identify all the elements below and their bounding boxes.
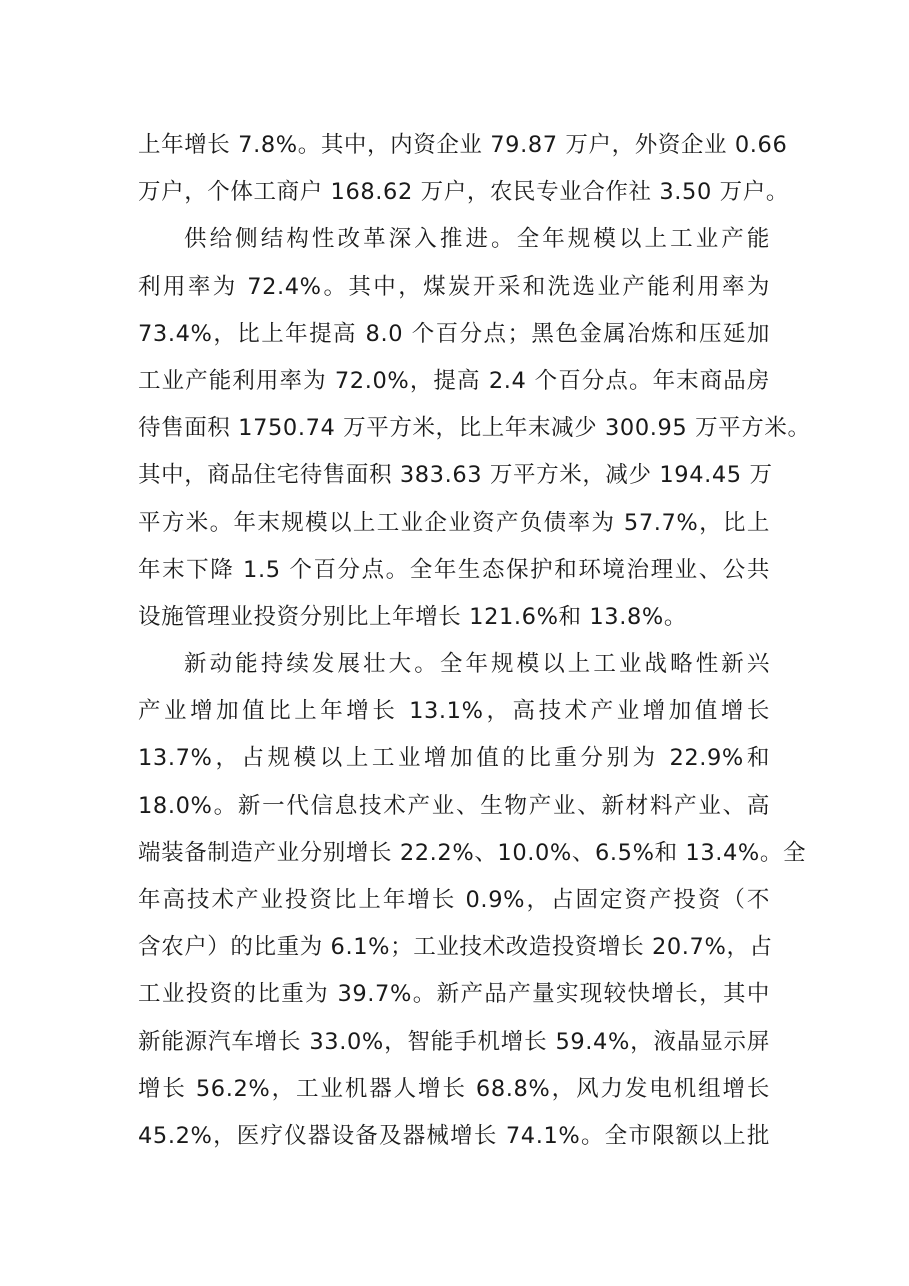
text-line: 工业产能利用率为 72.0%，提高 2.4 个百分点。年末商品房: [138, 367, 770, 394]
paragraph-first-line: 新动能持续发展壮大。全年规模以上工业战略性新兴: [184, 651, 770, 678]
text-line: 待售面积 1750.74 万平方米，比上年末减少 300.95 万平方米。: [138, 415, 811, 442]
text-line: 新能源汽车增长 33.0%，智能手机增长 59.4%，液晶显示屏: [138, 1028, 770, 1055]
text-line: 18.0%。新一代信息技术产业、生物产业、新材料产业、高: [138, 792, 770, 819]
paragraph-first-line: 供给侧结构性改革深入推进。全年规模以上工业产能: [184, 226, 770, 253]
text-line: 利用率为 72.4%。其中，煤炭开采和洗选业产能利用率为: [138, 273, 770, 300]
text-line: 年高技术产业投资比上年增长 0.9%，占固定资产投资（不: [138, 887, 770, 913]
text-line: 13.7%，占规模以上工业增加值的比重分别为 22.9%和: [138, 745, 770, 772]
text-line: 其中，商品住宅待售面积 383.63 万平方米，减少 194.45 万: [138, 462, 773, 489]
text-line: 45.2%，医疗仪器设备及器械增长 74.1%。全市限额以上批: [138, 1122, 770, 1149]
text-line: 73.4%，比上年提高 8.0 个百分点；黑色金属冶炼和压延加: [138, 320, 770, 347]
text-line: 上年增长 7.8%。其中，内资企业 79.87 万户，外资企业 0.66: [138, 132, 788, 158]
text-line: 端装备制造产业分别增长 22.2%、10.0%、6.5%和 13.4%。全: [138, 839, 807, 866]
text-line: 万户，个体工商户 168.62 万户，农民专业合作社 3.50 万户。: [138, 179, 789, 206]
text-line: 产业增加值比上年增长 13.1%，高技术产业增加值增长: [138, 698, 770, 725]
text-line: 工业投资的比重为 39.7%。新产品产量实现较快增长，其中: [138, 981, 770, 1008]
text-line: 含农户）的比重为 6.1%；工业技术改造投资增长 20.7%，占: [138, 934, 773, 961]
text-line: 平方米。年末规模以上工业企业资产负债率为 57.7%，比上: [138, 509, 770, 536]
text-line: 设施管理业投资分别比上年增长 121.6%和 13.8%。: [138, 603, 687, 630]
body-text: [138, 122, 811, 1160]
text-line: 增长 56.2%，工业机器人增长 68.8%，风力发电机组增长: [138, 1075, 770, 1102]
text-line: 年末下降 1.5 个百分点。全年生态保护和环境治理业、公共: [138, 556, 770, 583]
